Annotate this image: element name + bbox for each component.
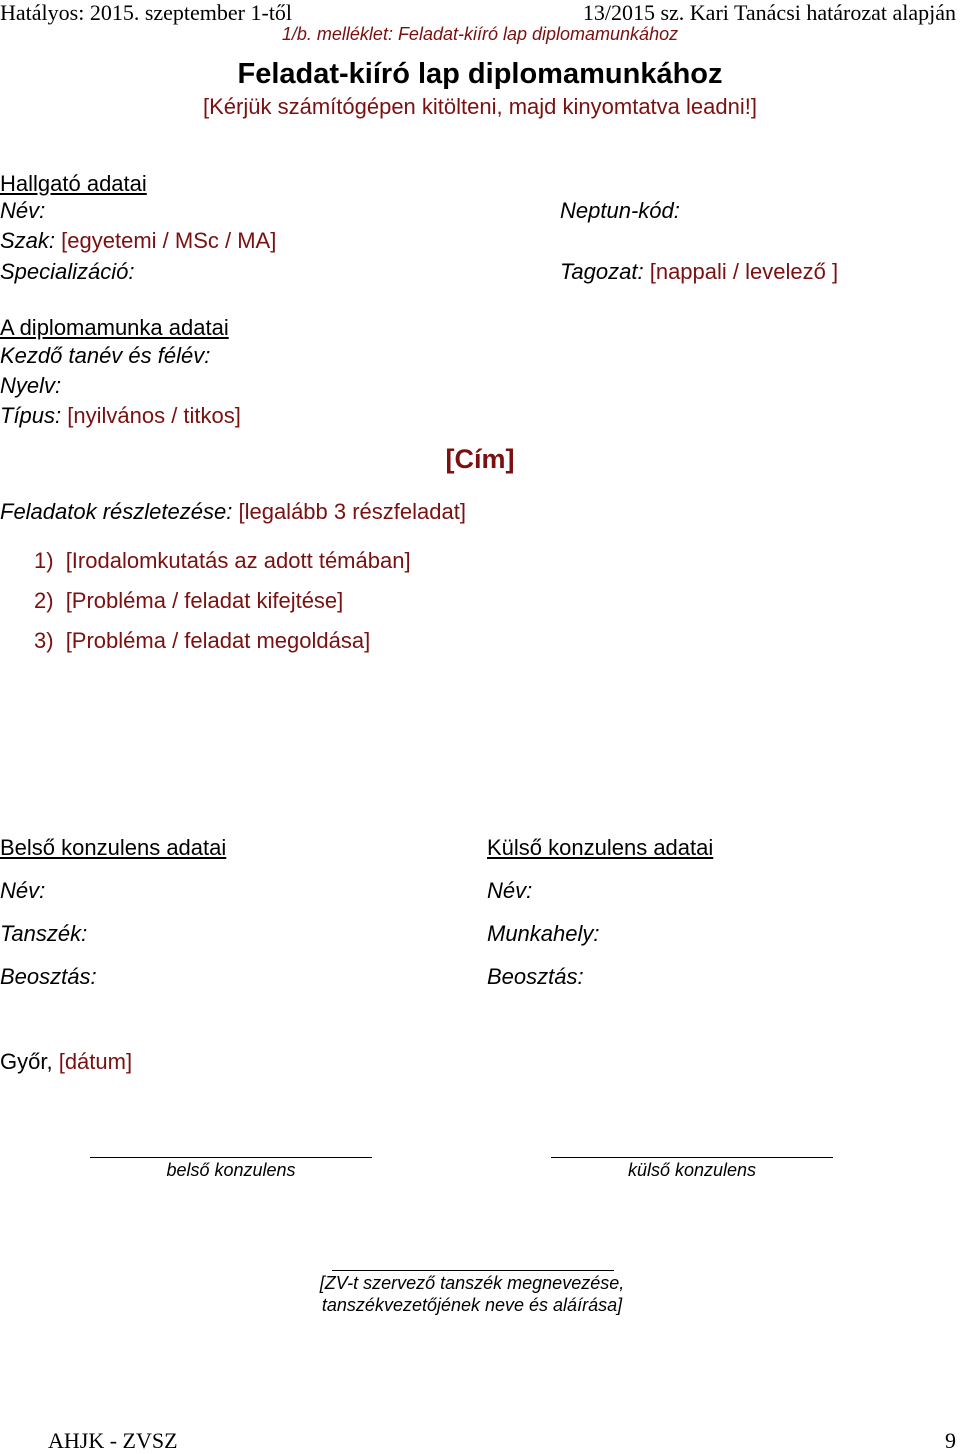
external-consultant-heading: Külső konzulens adatai	[487, 835, 714, 860]
external-name-label: Név:	[487, 878, 533, 903]
task-text: [Probléma / feladat kifejtése]	[65, 588, 344, 613]
internal-name-label: Név:	[0, 878, 46, 903]
annex-label: 1/b. melléklet: Feladat-kiíró lap diplomamunkához	[281, 24, 679, 44]
study-mode-value: [nappali / levelező ]	[649, 259, 839, 284]
city-label: Győr,	[0, 1049, 53, 1074]
task-text: [Probléma / feladat megoldása]	[65, 628, 371, 653]
tasks-label: Feladatok részletezése:	[0, 499, 233, 524]
effective-date: Hatályos: 2015. szeptember 1-től	[0, 0, 293, 25]
thesis-type-label: Típus:	[0, 403, 62, 428]
tasks-row	[0, 499, 466, 525]
thesis-type-row	[0, 403, 241, 429]
date-placeholder: [dátum]	[58, 1049, 133, 1074]
start-semester-label: Kezdő tanév és félév:	[0, 343, 211, 368]
footer-code: AHJK - ZVSZ	[48, 1428, 178, 1453]
resolution-reference: 13/2015 sz. Kari Tanácsi határozat alapján	[582, 0, 956, 25]
internal-department-label: Tanszék:	[0, 921, 88, 946]
external-workplace-label: Munkahely:	[487, 921, 600, 946]
fill-instruction: [Kérjük számítógépen kitölteni, majd kinyomtatva leadni!]	[203, 94, 757, 119]
thesis-heading: A diplomamunka adatai	[0, 315, 229, 340]
study-mode-label: Tagozat:	[560, 259, 644, 284]
external-signature-caption: külső konzulens	[627, 1160, 757, 1180]
internal-position-label: Beosztás:	[0, 964, 97, 989]
internal-signature-caption: belső konzulens	[166, 1160, 296, 1180]
external-position-label: Beosztás:	[487, 964, 584, 989]
task-number: 1)	[34, 548, 54, 573]
task-item	[34, 548, 411, 574]
language-label: Nyelv:	[0, 373, 62, 398]
page-number: 9	[945, 1428, 956, 1453]
task-item	[34, 588, 343, 614]
internal-consultant-heading: Belső konzulens adatai	[0, 835, 227, 860]
major-row	[0, 228, 276, 254]
department-signature-caption-line1: [ZV-t szervező tanszék megnevezése,	[319, 1273, 625, 1293]
task-number: 3)	[34, 628, 54, 653]
page-title: Feladat-kiíró lap diplomamunkához	[237, 58, 723, 90]
task-number: 2)	[34, 588, 54, 613]
thesis-type-value: [nyilvános / titkos]	[67, 403, 241, 428]
department-signature-caption-line2: tanszékvezetőjének neve és aláírása]	[321, 1295, 623, 1315]
student-heading: Hallgató adatai	[0, 171, 147, 196]
external-signature-line	[551, 1157, 833, 1158]
place-date-row	[0, 1049, 132, 1075]
neptun-code-label: Neptun-kód:	[560, 198, 680, 223]
specialization-label: Specializáció:	[0, 259, 135, 284]
internal-signature-line	[90, 1157, 372, 1158]
department-signature-line	[332, 1270, 614, 1271]
student-name-label: Név:	[0, 198, 46, 223]
study-mode-row	[560, 259, 838, 285]
tasks-hint: [legalább 3 részfeladat]	[238, 499, 466, 524]
major-value: [egyetemi / MSc / MA]	[61, 228, 277, 253]
major-label: Szak:	[0, 228, 56, 253]
task-item	[34, 628, 370, 654]
thesis-title-placeholder: [Cím]	[445, 444, 515, 474]
task-text: [Irodalomkutatás az adott témában]	[65, 548, 411, 573]
